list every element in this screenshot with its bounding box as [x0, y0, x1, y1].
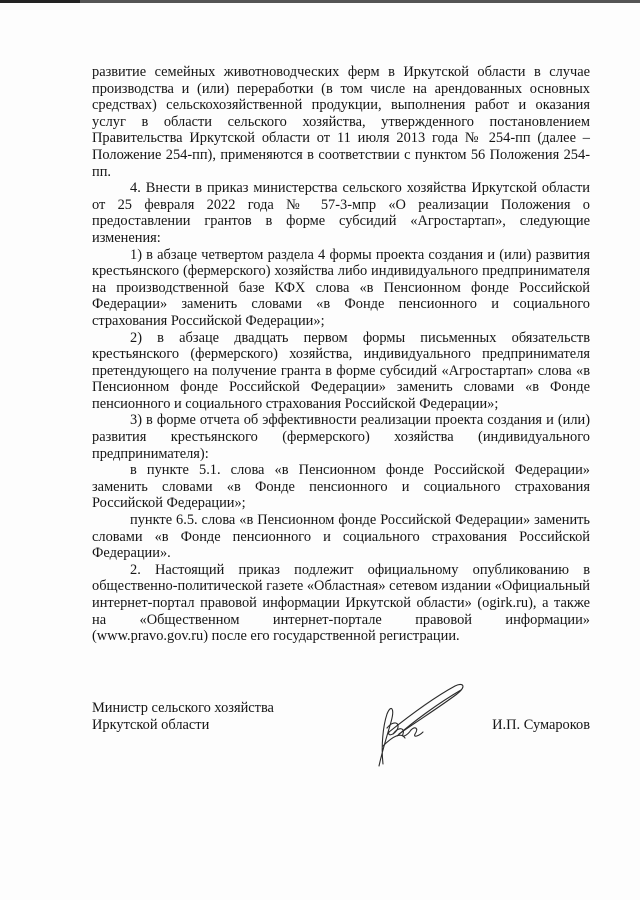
signatory-position: [92, 700, 312, 733]
paragraph-subitem-3: 3) в форме отчета об эффективности реализации проекта создания и (или) развития крестьянского (фермерского) хозяйства (индивидуального предпринимателя):: [92, 412, 590, 462]
document-body: [92, 64, 590, 645]
paragraph-point-6-5: пункте 6.5. слова «в Пенсионном фонде Российской Федерации» заменить словами «в Фонде пенсионного и социального страхования Российской Федерации».: [92, 512, 590, 562]
paragraph-subitem-2: 2) в абзаце двадцать первом формы письменных обязательств крестьянского (фермерского) хозяйства, индивидуального предпринимателя претендующего на получение гранта в форме субсидий «Агростартап» слова «в Пенсионном фонде Российской Федерации» заменить словами «в Фонде пенсионного и социального страхования Российской Федерации»;: [92, 329, 590, 412]
paragraph-point-5-1: в пункте 5.1. слова «в Пенсионном фонде Российской Федерации» заменить словами «в Фонде пенсионного и социального страхования Российской Федерации»;: [92, 462, 590, 512]
signature-block: [92, 700, 590, 760]
paragraph-subitem-1: 1) в абзаце четвертом раздела 4 формы проекта создания и (или) развития крестьянского (фермерского) хозяйства либо индивидуального предпринимателя на производственной базе КФХ слова «в Пенсионном фонде Российской Федерации» заменить словами «в Фонде пенсионного и социального страхования Российской Федерации»;: [92, 246, 590, 329]
signatory-position-line2: Иркутской области: [92, 716, 210, 733]
signatory-name: И.П. Сумароков: [492, 716, 590, 733]
paragraph-item-4: 4. Внести в приказ министерства сельского хозяйства Иркутской области от 25 февраля 2022 года № 57-3-мпр «О реализации Положения о предоставлении грантов в форме субсидий «Агростартап», следующие изменения:: [92, 180, 590, 246]
paragraph-item-2: 2. Настоящий приказ подлежит официальному опубликованию в общественно-политической газете «Областная» сетевом издании «Официальный интернет-портал правовой информации Иркутской области» (ogirk.ru), а также на «Общественном интернет-портале правовой информации» (www.pravo.gov.ru) после его государственной регистрации.: [92, 561, 590, 645]
handwritten-signature: [353, 676, 473, 776]
signatory-position-line1: Министр сельского хозяйства: [92, 700, 274, 716]
page-top-edge: [0, 0, 640, 3]
paragraph-continuation: развитие семейных животноводческих ферм в Иркутской области в случае производства и (или) переработки (в том числе на арендованных основных средствах) сельскохозяйственной продукции, выполнения работ и оказания услуг в области сельского хозяйства, утвержденного постановлением Правительства Иркутской области от 11 июля 2013 года № 254-пп (далее – Положение 254-пп), применяются в соответствии с пунктом 56 Положения 254-пп.: [92, 64, 590, 180]
page-top-mark: [0, 0, 80, 3]
